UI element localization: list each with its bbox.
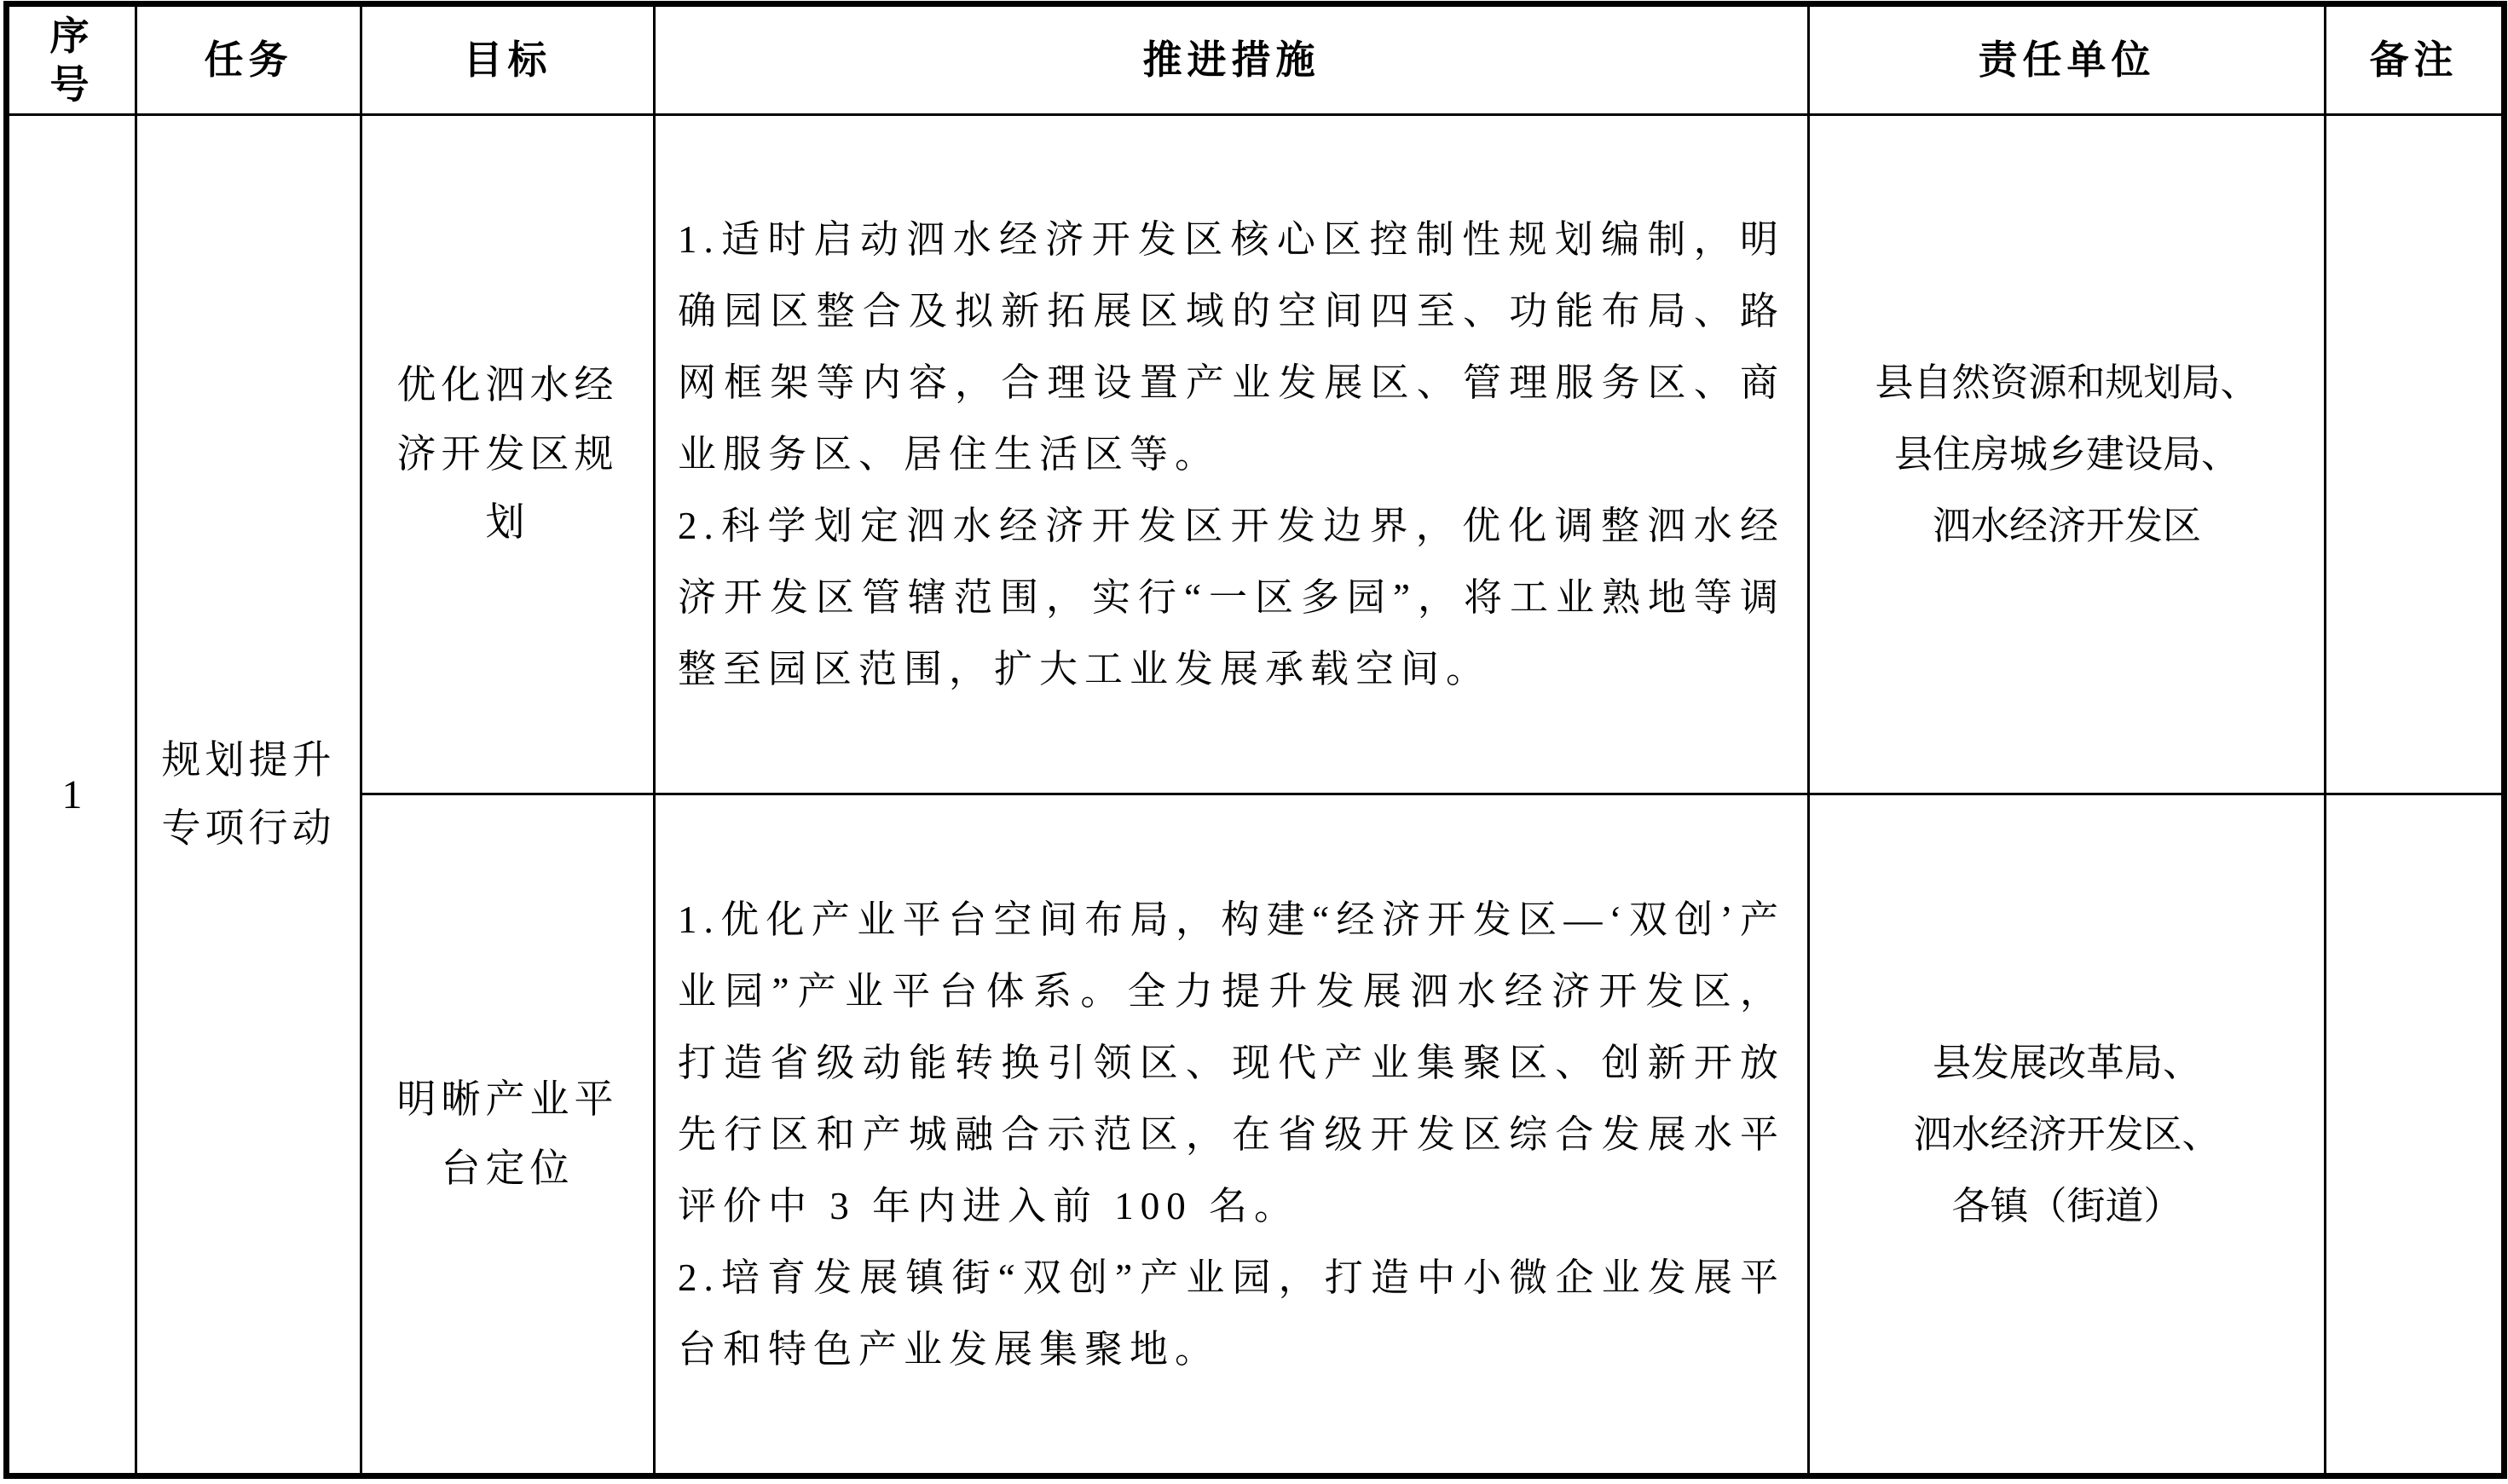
goal-cell: 优化泗水经济开发区规划 — [361, 115, 655, 794]
unit-line: 县自然资源和规划局、 — [1875, 361, 2259, 404]
responsible-units-cell — [1809, 794, 2326, 1476]
unit-line: 泗水经济开发区、 — [1913, 1112, 2221, 1156]
measure-paragraph: 2.培育发展镇街“双创”产业园，打造中小微企业发展平台和特色产业发展集聚地。 — [678, 1256, 1785, 1371]
remarks-cell — [2326, 115, 2505, 794]
task-cell: 规划提升专项行动 — [136, 115, 361, 1476]
measures-cell — [655, 794, 1809, 1476]
unit-line: 县住房城乡建设局、 — [1893, 433, 2239, 476]
col-header-serial: 序号 — [7, 4, 136, 115]
table-row — [7, 115, 2505, 794]
measure-paragraph: 1.优化产业平台空间布局，构建“经济开发区—‘双创’产业园”产业平台体系。全力提升发展泗水经济开发区，打造省级动能转换引领区、现代产业集聚区、创新开放先行区和产城融合示范区，在省级开发区综合发展水平评价中 3 年内进入前 100 名。 — [678, 898, 1785, 1227]
measure-paragraph: 1.适时启动泗水经济开发区核心区控制性规划编制，明确园区整合及拟新拓展区域的空间四至、功能布局、路网框架等内容，合理设置产业发展区、管理服务区、商业服务区、居住生活区等。 — [678, 218, 1785, 476]
col-header-task: 任务 — [136, 4, 361, 115]
header-row — [7, 4, 2505, 115]
unit-line: 县发展改革局、 — [1932, 1041, 2201, 1084]
col-header-goal: 目标 — [361, 4, 655, 115]
unit-line: 泗水经济开发区 — [1932, 505, 2201, 547]
table-row — [7, 794, 2505, 1476]
col-header-remarks: 备注 — [2326, 4, 2505, 115]
col-header-responsible-units: 责任单位 — [1809, 4, 2326, 115]
serial-cell: 1 — [7, 115, 136, 1476]
remarks-cell — [2326, 794, 2505, 1476]
unit-line: 各镇（街道） — [1951, 1184, 2182, 1227]
measures-cell — [655, 115, 1809, 794]
measure-paragraph: 2.科学划定泗水经济开发区开发边界，优化调整泗水经济开发区管辖范围，实行“一区多园”，将工业熟地等调整至园区范围，扩大工业发展承载空间。 — [678, 505, 1785, 690]
action-plan-table — [3, 1, 2507, 1479]
goal-cell: 明晰产业平台定位 — [361, 794, 655, 1476]
col-header-measures: 推进措施 — [655, 4, 1809, 115]
responsible-units-cell — [1809, 115, 2326, 794]
